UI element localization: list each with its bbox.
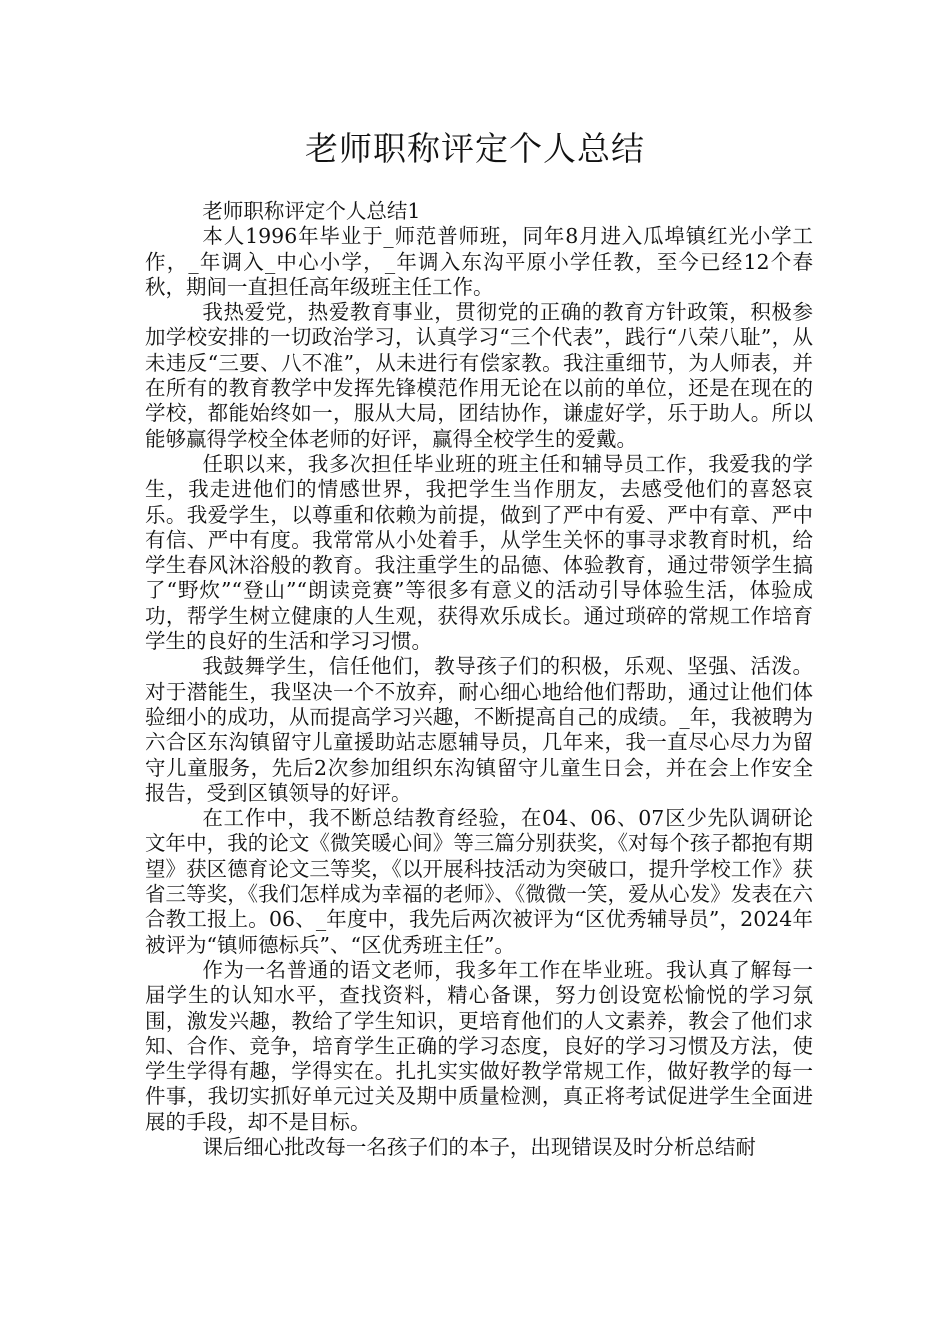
paragraph: 作为一名普通的语文老师，我多年工作在毕业班。我认真了解每一届学生的认知水平，查找资料，精心备课，努力创设宽松愉悦的学习氛围，激发兴趣，教给了学生知识，更培育他们的人文素养，教会了他们求知、合作、竞争，培育学生正确的学习态度，良好的学习习惯及方法，使学生学得有趣，学得实在。扎扎实实做好教学常规工作，做好教学的每一件事，我切实抓好单元过关及期中质量检测，真正将考试促进学生全面进展的手段，却不是目标。 xyxy=(145,957,813,1134)
document-subtitle: 老师职称评定个人总结1 xyxy=(202,199,421,223)
document-title: 老师职称评定个人总结 xyxy=(305,129,645,168)
paragraph: 我鼓舞学生，信任他们，教导孩子们的积极，乐观、坚强、活泼。对于潜能生，我坚决一个不放弃，耐心细心地给他们帮助，通过让他们体验细小的成功，从而提高学习兴趣，不断提高自己的成绩。_年，我被聘为六合区东沟镇留守儿童援助站志愿辅导员，几年来，我一直尽心尽力为留守儿童服务，先后2次参加组织东沟镇留守儿童生日会，并在会上作安全报告，受到区镇领导的好评。 xyxy=(145,654,813,805)
document-body xyxy=(145,199,813,1160)
paragraph: 课后细心批改每一名孩子们的本子，出现错误及时分析总结耐 xyxy=(202,1134,756,1159)
paragraph: 我热爱党，热爱教育事业，贯彻党的正确的教育方针政策，积极参加学校安排的一切政治学习，认真学习“三个代表”，践行“八荣八耻”，从未违反“三要、八不准”，从未进行有偿家教。我注重细节，为人师表，并在所有的教育教学中发挥先锋模范作用无论在以前的单位，还是在现在的学校，都能始终如一，服从大局，团结协作，谦虚好学，乐于助人。所以能够赢得学校全体老师的好评，赢得全校学生的爱戴。 xyxy=(145,300,813,451)
paragraph: 任职以来，我多次担任毕业班的班主任和辅导员工作，我爱我的学生，我走进他们的情感世界，我把学生当作朋友，去感受他们的喜怒哀乐。我爱学生，以尊重和依赖为前提，做到了严中有爱、严中有章、严中有信、严中有度。我常常从小处着手，从学生关怀的事寻求教育时机，给学生春风沐浴般的教育。我注重学生的品德、体验教育，通过带领学生搞了“野炊”“登山”“朗读竞赛”等很多有意义的活动引导体验生活，体验成功，帮学生树立健康的人生观，获得欢乐成长。通过琐碎的常规工作培育学生的良好的生活和学习习惯。 xyxy=(145,451,813,654)
paragraph: 在工作中，我不断总结教育经验，在04、06、07区少先队调研论文年中，我的论文《微笑暖心间》等三篇分别获奖，《对每个孩子都抱有期望》获区德育论文三等奖，《以开展科技活动为突破口，提升学校工作》获省三等奖，《我们怎样成为幸福的老师》、《微微一笑，爱从心发》发表在六合教工报上。06、_年度中，我先后两次被评为“区优秀辅导员”，2024年被评为“镇师德标兵”、“区优秀班主任”。 xyxy=(145,806,813,957)
paragraph: 本人1996年毕业于_师范普师班，同年8月进入瓜埠镇红光小学工作，_年调入_中心小学，_年调入东沟平原小学任教，至今已经12个春秋，期间一直担任高年级班主任工作。 xyxy=(145,224,813,299)
